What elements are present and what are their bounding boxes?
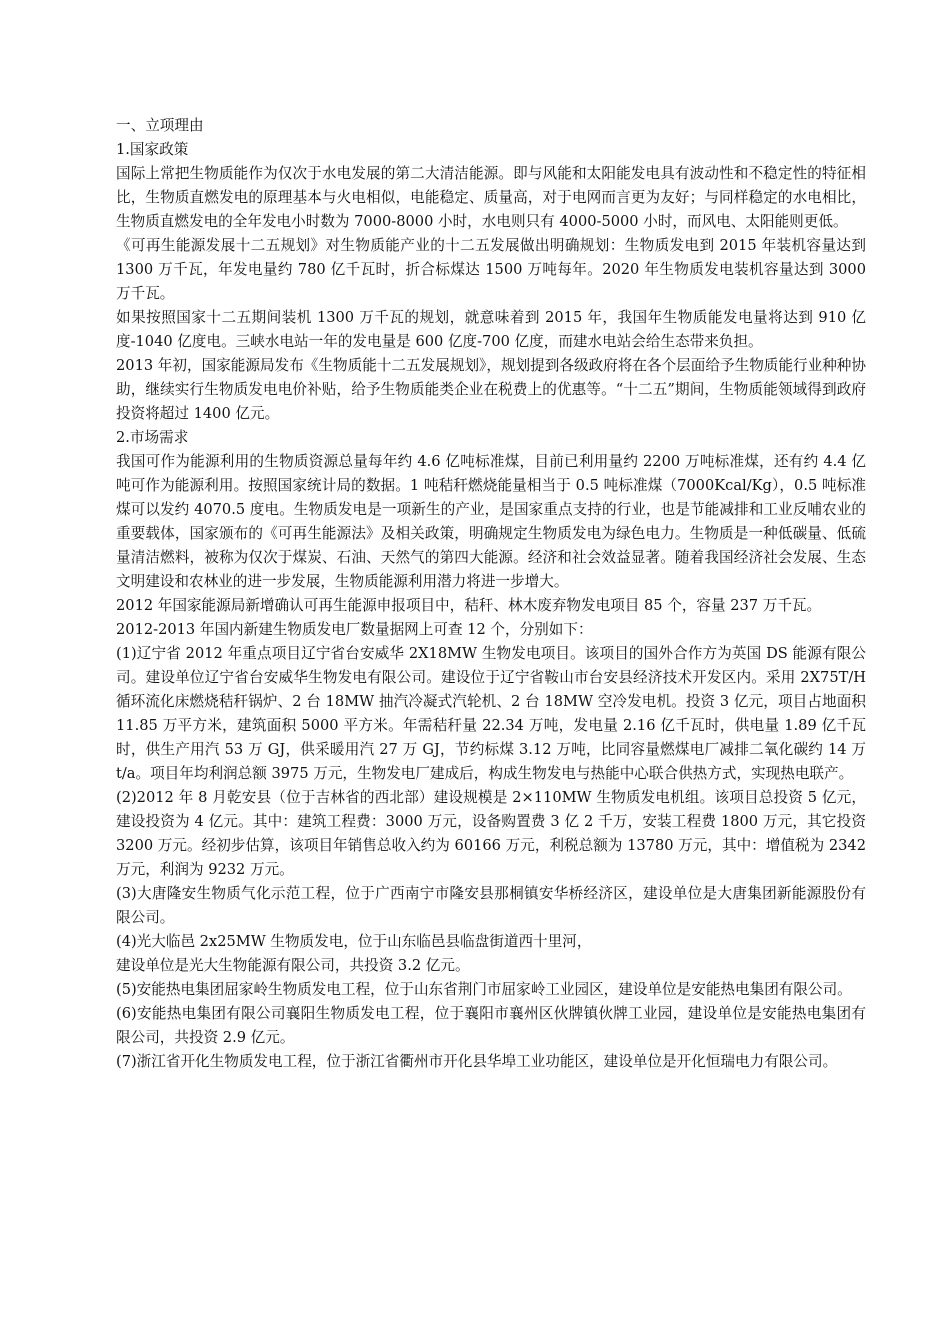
list-item: (7)浙江省开化生物质发电工程，位于浙江省衢州市开化县华埠工业功能区，建设单位是开化恒瑞电力有限公司。 [116, 1053, 838, 1070]
paragraph: 我国可作为能源利用的生物质资源总量每年约 4.6 亿吨标准煤，目前已利用量约 2200 万吨标准煤，还有约 4.4 亿吨可作为能源利用。按照国家统计局的数据。1 吨秸秆燃烧能量相当于 0.5 吨标准煤（7000Kcal/Kg），0.5 吨标准煤可以发约 4070.5 度电。生物质发电是一项新生的产业，是国家重点支持的行业，也是节能减排和工业反哺农业的重要载体，国家颁布的《可再生能源法》及相关政策，明确规定生物质发电为绿色电力。生物质是一种低碳量、低硫量清洁燃料，被称为仅次于煤炭、石油、天然气的第四大能源。经济和社会效益显著。随着我国经济社会发展、生态文明建设和农林业的进一步发展，生物质能源利用潜力将进一步增大。 [116, 453, 866, 590]
list-item: (2)2012 年 8 月乾安县（位于吉林省的西北部）建设规模是 2×110MW 生物质发电机组。该项目总投资 5 亿元，建设投资为 4 亿元。其中：建筑工程费：3000 万元，设备购置费 3 亿 2 千万，安装工程费 1800 万元，其它投资 3200 万元。经初步估算，该项目年销售总收入约为 60166 万元，利税总额为 13780 万元，其中：增值税为 2342 万元，利润为 9232 万元。 [116, 789, 866, 878]
paragraph: 《可再生能源发展十二五规划》对生物质能产业的十二五发展做出明确规划：生物质发电到 2015 年装机容量达到 1300 万千瓦，年发电量约 780 亿千瓦时，折合标煤达 1500 万吨每年。2020 年生物质发电装机容量达到 3000 万千瓦。 [116, 237, 866, 302]
list-item: (3)大唐隆安生物质气化示范工程，位于广西南宁市隆安县那桐镇安华桥经济区，建设单位是大唐集团新能源股份有限公司。 [116, 885, 866, 926]
document-body [116, 114, 866, 1074]
subsection-title-policy: 1.国家政策 [116, 141, 189, 158]
paragraph: 如果按照国家十二五期间装机 1300 万千瓦的规划，就意味着到 2015 年，我国年生物质能发电量将达到 910 亿度-1040 亿度电。三峡水电站一年的发电量是 600 亿度-700 亿度，而建水电站会给生态带来负担。 [116, 309, 866, 350]
list-item: (6)安能热电集团有限公司襄阳生物质发电工程，位于襄阳市襄州区伙牌镇伙牌工业园，建设单位是安能热电集团有限公司，共投资 2.9 亿元。 [116, 1005, 866, 1046]
paragraph: 2013 年初，国家能源局发布《生物质能十二五发展规划》，规划提到各级政府将在各个层面给予生物质能行业种种协助，继续实行生物质发电电价补贴，给予生物质能类企业在税费上的优惠等。“十二五”期间，生物质能领域得到政府投资将超过 1400 亿元。 [116, 357, 866, 422]
paragraph: 2012 年国家能源局新增确认可再生能源申报项目中，秸秆、林木废弃物发电项目 85 个，容量 237 万千瓦。 [116, 597, 822, 614]
list-item-continuation: 建设单位是光大生物能源有限公司，共投资 3.2 亿元。 [116, 957, 470, 974]
section-title: 一、立项理由 [116, 117, 204, 134]
list-item: (1)辽宁省 2012 年重点项目辽宁省台安威华 2X18MW 生物发电项目。该项目的国外合作方为英国 DS 能源有限公司。建设单位辽宁省台安威华生物发电有限公司。建设位于辽宁省鞍山市台安县经济技术开发区内。采用 2X75T/H 循环流化床燃烧秸秆锅炉、2 台 18MW 抽汽冷凝式汽轮机、2 台 18MW 空冷发电机。投资 3 亿元，项目占地面积 11.85 万平方米，建筑面积 5000 平方米。年需秸秆量 22.34 万吨，发电量 2.16 亿千瓦时，供电量 1.89 亿千瓦时，供生产用汽 53 万 GJ，供采暖用汽 27 万 GJ，节约标煤 3.12 万吨，比同容量燃煤电厂减排二氧化碳约 14 万 t/a。项目年均利润总额 3975 万元，生物发电厂建成后，构成生物发电与热能中心联合供热方式，实现热电联产。 [116, 645, 866, 782]
list-item: (5)安能热电集团屈家岭生物质发电工程，位于山东省荆门市屈家岭工业园区，建设单位是安能热电集团有限公司。 [116, 981, 852, 998]
paragraph: 2012-2013 年国内新建生物质发电厂数量据网上可查 12 个，分别如下： [116, 621, 593, 638]
list-item: (4)光大临邑 2x25MW 生物质发电，位于山东临邑县临盘街道西十里河， [116, 933, 592, 950]
subsection-title-market: 2.市场需求 [116, 429, 189, 446]
paragraph: 国际上常把生物质能作为仅次于水电发展的第二大清洁能源。即与风能和太阳能发电具有波动性和不稳定性的特征相比，生物质直燃发电的原理基本与火电相似，电能稳定、质量高，对于电网而言更为友好；与同样稳定的水电相比，生物质直燃发电的全年发电小时数为 7000-8000 小时，水电则只有 4000-5000 小时，而风电、太阳能则更低。 [116, 165, 866, 230]
